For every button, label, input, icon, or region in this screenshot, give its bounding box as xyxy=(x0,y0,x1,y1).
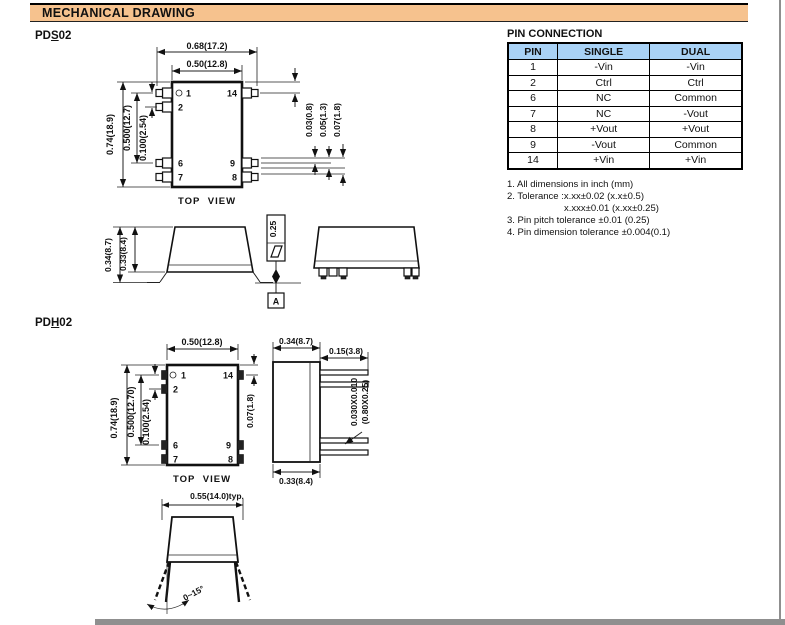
dual-cell: +Vin xyxy=(650,153,742,169)
pin-left-2 xyxy=(156,102,172,112)
dual-cell: Ctrl xyxy=(650,75,742,91)
pin-right-14 xyxy=(242,88,258,98)
pin-right-8 xyxy=(242,172,258,182)
lead-angle-label: 0~15° xyxy=(181,583,206,603)
pdh02-pin-size-callout xyxy=(345,378,370,444)
dim-label-width-typ: 0.55(14.0)typ. xyxy=(190,491,244,501)
table-row xyxy=(508,122,742,138)
flatness-value: 0.25 xyxy=(268,220,278,238)
pdh02-side-view-drawing xyxy=(265,332,395,490)
single-cell: Ctrl xyxy=(558,75,650,91)
pin-number-8: 8 xyxy=(231,172,237,183)
dim-label-body-width: 0.50(12.8) xyxy=(181,337,223,347)
dim-label-pin-pitch: 0.100(2.54) xyxy=(138,114,148,162)
table-row xyxy=(508,137,742,153)
dual-cell: +Vout xyxy=(650,122,742,138)
single-cell: +Vin xyxy=(558,153,650,169)
page-right-rule xyxy=(779,0,781,625)
pin-number-2: 2 xyxy=(173,384,179,395)
dim-label-height-total: 0.34(8.7) xyxy=(103,237,113,273)
page-title-bar xyxy=(30,3,748,22)
pdh02-dim-body-width xyxy=(167,337,238,360)
pdh02-top-view-caption: TOP VIEW xyxy=(172,474,232,485)
pin-number-1: 1 xyxy=(186,88,192,99)
pin-number-6: 6 xyxy=(178,158,184,169)
dim-label-pin-length: 0.15(3.8) xyxy=(328,346,364,356)
pdh02-prefix: PD xyxy=(35,317,51,329)
dual-cell: Common xyxy=(650,137,742,153)
lead-angle-callout xyxy=(147,562,206,614)
pds02-side-view xyxy=(147,227,273,283)
table-row xyxy=(508,60,742,76)
dim-label-depth-bottom: 0.33(8.4) xyxy=(278,476,314,486)
pin-connection-title: PIN CONNECTION xyxy=(507,28,603,40)
pin-number-14: 14 xyxy=(226,88,237,99)
note-line: 2. Tolerance :x.xx±0.02 (x.x±0.5) xyxy=(507,190,644,202)
notes-list xyxy=(507,179,745,239)
note-line: 3. Pin pitch tolerance ±0.01 (0.25) xyxy=(507,214,650,226)
pdh02-dim-pin-pitch xyxy=(141,364,161,445)
dim-label-pin-length: 0.07(1.8) xyxy=(245,393,255,429)
pin-connection-panel xyxy=(507,28,745,239)
note-line: 1. All dimensions in inch (mm) xyxy=(507,178,634,190)
single-cell: NC xyxy=(558,106,650,122)
pin-cell: 6 xyxy=(508,91,558,107)
pin-size-line2: (0.80X0.25) xyxy=(360,379,370,425)
single-cell: NC xyxy=(558,91,650,107)
table-row xyxy=(508,153,742,169)
pin-size-line1: 0.030X0.010 xyxy=(349,377,359,427)
pin-cell: 7 xyxy=(508,106,558,122)
pin-left-7 xyxy=(156,172,172,182)
dim-label-outer-height: 0.74(18.9) xyxy=(109,397,119,439)
single-cell: -Vout xyxy=(558,137,650,153)
pds02-dim-height-body xyxy=(118,227,165,272)
pin-number-6: 6 xyxy=(173,440,179,451)
pds02-pin-detail-dims xyxy=(261,103,345,186)
dim-label-pin-span: 0.500(12.7) xyxy=(122,104,132,152)
dual-cell: -Vin xyxy=(650,60,742,76)
pin-cell: 2 xyxy=(508,75,558,91)
pin-number-9: 9 xyxy=(229,158,235,169)
pdh02-top-view-drawing xyxy=(100,332,275,494)
note-line: x.xxx±0.01 (x.xx±0.25) xyxy=(564,202,659,214)
pds02-dim-pin-pitch xyxy=(138,82,157,161)
pin-cell: 8 xyxy=(508,122,558,138)
pdh02-dim-width-typ xyxy=(162,491,244,520)
datum-letter: A xyxy=(272,296,280,307)
dim-label-body-width: 0.50(12.8) xyxy=(186,59,228,69)
pin-number-14: 14 xyxy=(222,370,233,381)
pds02-suffix: 02 xyxy=(58,30,72,42)
pds02-side-views-drawing xyxy=(95,212,435,314)
pds02-dim-body-width xyxy=(172,59,242,80)
pdh02-dim-depth xyxy=(273,336,320,362)
col-header-pin: PIN xyxy=(508,43,558,60)
table-row xyxy=(508,75,742,91)
table-row xyxy=(508,106,742,122)
pds02-top-view-drawing xyxy=(95,38,365,212)
pdh02-dim-outer-height xyxy=(109,365,165,465)
table-row xyxy=(508,91,742,107)
note-line: 4. Pin dimension tolerance ±0.004(0.1) xyxy=(507,226,671,238)
pin-number-8: 8 xyxy=(227,454,233,465)
single-cell: +Vout xyxy=(558,122,650,138)
pds02-dim-height-total xyxy=(103,227,173,283)
pds02-top-view-caption: TOP VIEW xyxy=(177,196,237,207)
datum-arrow xyxy=(272,269,280,284)
pin-number-7: 7 xyxy=(173,454,179,465)
pds02-underlined-char: S xyxy=(50,30,59,42)
single-cell: -Vin xyxy=(558,60,650,76)
dim-label-pin-length: 0.07(1.8) xyxy=(332,102,342,138)
pdh02-dim-pin-length xyxy=(240,354,258,428)
dual-cell: Common xyxy=(650,91,742,107)
col-header-single: SINGLE xyxy=(558,43,650,60)
pdh02-dim-depth-bottom xyxy=(273,464,320,486)
pdh02-underlined-char: H xyxy=(50,317,60,329)
flatness-callout xyxy=(255,215,301,308)
pin-number-9: 9 xyxy=(225,440,231,451)
page-title: MECHANICAL DRAWING xyxy=(42,6,196,20)
page-bottom-rule xyxy=(95,619,785,625)
pin-cell: 14 xyxy=(508,153,558,169)
section-label-pds02 xyxy=(35,30,71,42)
section-label-pdh02 xyxy=(35,317,72,329)
pds02-topright-dim-ticks xyxy=(245,68,300,107)
pin-number-7: 7 xyxy=(178,172,184,183)
dim-label-depth: 0.34(8.7) xyxy=(278,336,314,346)
pin-left-6 xyxy=(156,158,172,168)
pin-connection-table xyxy=(507,42,743,170)
pds02-prefix: PD xyxy=(35,30,51,42)
pdh02-front-view-drawing xyxy=(125,490,305,622)
dim-label-outer-width: 0.68(17.2) xyxy=(186,41,228,51)
pin-number-1: 1 xyxy=(181,370,187,381)
dim-label-pin-width: 0.03(0.8) xyxy=(304,102,314,138)
dim-label-pin-pitch: 0.100(2.54) xyxy=(141,398,151,446)
pin-cell: 1 xyxy=(508,60,558,76)
dim-label-height-body: 0.33(8.4) xyxy=(118,236,128,272)
table-header-row xyxy=(508,43,742,60)
col-header-dual: DUAL xyxy=(650,43,742,60)
pin-number-2: 2 xyxy=(178,102,184,113)
pin-left-1 xyxy=(156,88,172,98)
dim-label-pin-span: 0.500(12.70) xyxy=(126,386,136,438)
dim-label-pin-tip: 0.05(1.3) xyxy=(318,102,328,138)
dual-cell: -Vout xyxy=(650,106,742,122)
pdh02-dim-pin-length xyxy=(320,346,368,370)
pds02-front-view xyxy=(314,227,419,279)
pdh02-suffix: 02 xyxy=(59,317,73,329)
dim-label-outer-height: 0.74(18.9) xyxy=(105,113,115,156)
pin-cell: 9 xyxy=(508,137,558,153)
pin-right-9 xyxy=(242,158,258,168)
